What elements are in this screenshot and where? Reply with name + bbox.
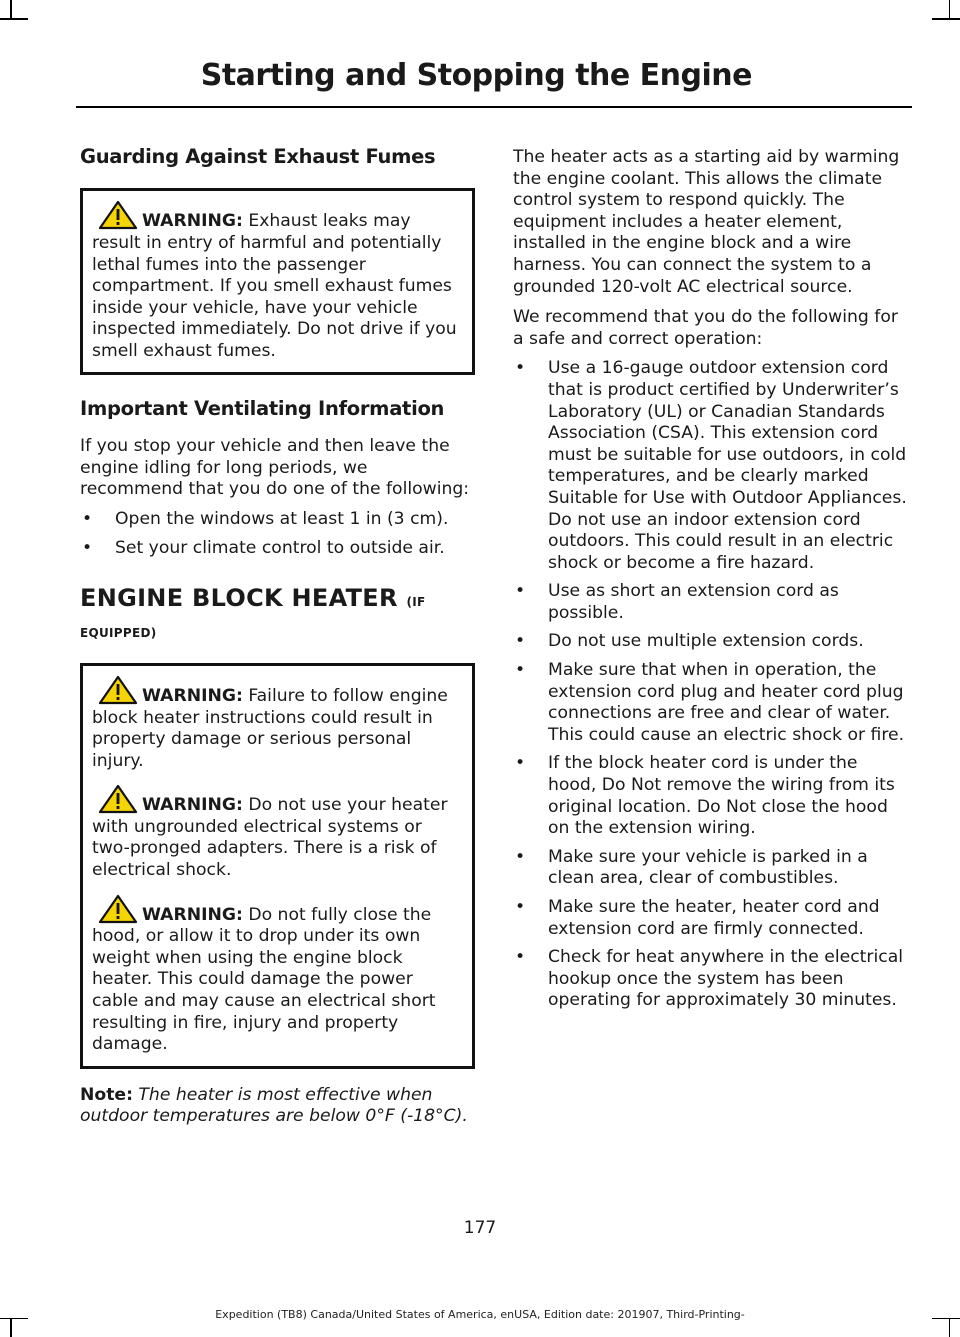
- warning-paragraph: [92, 894, 463, 1056]
- list-item: • Use a 16-gauge outdoor extension cord that is product certified by Underwriter’s Laboratory (UL) or Canadian Standards Association (CSA). This extension cord must be suitable for use outdoors, in cold temperatures, and be clearly marked Suitable for Use with Outdoor Appliances. Do not use an indoor extension cord outdoors. This could result in an electric shock or become a fire hazard.: [515, 358, 907, 573]
- recommendation-intro: We recommend that you do the following for a safe and correct operation:: [513, 307, 898, 349]
- crop-mark: [949, 1319, 951, 1337]
- left-column: [80, 145, 475, 1128]
- list-item: • If the block heater cord is under the hood, Do Not remove the wiring from its original location. Do Not close the hood on the extension wiring.: [515, 753, 895, 839]
- warning-paragraph: [92, 200, 463, 362]
- list-item: • Set your climate control to outside air.: [82, 538, 445, 559]
- main-heading-suffix-line2: EQUIPPED): [80, 625, 157, 640]
- ventilating-paragraph: If you stop your vehicle and then leave the engine idling for long periods, we recommend that you do one of the following:: [80, 435, 470, 500]
- note-text: The heater is most effective when outdoor temperatures are below 0°F (-18°C).: [80, 1084, 468, 1127]
- header-divider: [76, 106, 912, 108]
- footer-edition-info: Expedition (TB8) Canada/United States of America, enUSA, Edition date: 201907, Third-Printing-: [215, 1308, 745, 1321]
- warning-triangle-icon: [98, 784, 138, 814]
- list-item: • Do not use multiple extension cords.: [515, 631, 864, 652]
- note-paragraph: [80, 1085, 475, 1128]
- warning-text: Exhaust leaks may result in entry of harmful and potentially lethal fumes into the passenger compartment. If you smell exhaust fumes inside your vehicle, have your vehicle inspected immediately. Do not drive if you smell exhaust fumes.: [92, 211, 457, 361]
- warning-text: Failure to follow engine block heater instructions could result in property damage or serious personal injury.: [92, 685, 448, 771]
- main-heading: ENGINE BLOCK HEATER (IF: [80, 583, 426, 612]
- warning-label: WARNING:: [142, 904, 243, 925]
- list-item: • Make sure the heater, heater cord and extension cord are firmly connected.: [515, 897, 880, 939]
- right-column: [513, 147, 911, 1012]
- crop-mark: [949, 0, 951, 18]
- warning-triangle-icon: [98, 675, 138, 705]
- main-heading-suffix: (IF: [406, 594, 426, 609]
- warning-box-exhaust: [80, 188, 475, 374]
- warning-label: WARNING:: [142, 795, 243, 816]
- crop-mark: [10, 1319, 12, 1337]
- warning-paragraph: [92, 675, 463, 772]
- list-item: • Open the windows at least 1 in (3 cm).: [82, 508, 449, 529]
- crop-mark: [0, 18, 28, 20]
- ventilating-list: [80, 509, 475, 560]
- warning-text: Do not use your heater with ungrounded electrical systems or two-pronged adapters. There is a risk of electrical shock.: [92, 795, 448, 881]
- crop-mark: [932, 18, 960, 20]
- section-heading-ventilating: Important Ventilating Information: [80, 396, 445, 420]
- warning-box-heater: [80, 663, 475, 1069]
- warning-label: WARNING:: [142, 211, 243, 232]
- warning-triangle-icon: [98, 894, 138, 924]
- warning-paragraph: [92, 784, 463, 881]
- heater-description: The heater acts as a starting aid by warming the engine coolant. This allows the climate control system to respond quickly. The equipment includes a heater element, installed in the engine block and a wire harness. You can connect the system to a grounded 120-volt AC electrical source.: [513, 147, 900, 297]
- page-number: 177: [463, 1218, 497, 1238]
- note-label: Note:: [80, 1084, 133, 1105]
- page-title: Starting and Stopping the Engine: [200, 58, 752, 93]
- warning-triangle-icon: [98, 200, 138, 230]
- list-item: • Make sure that when in operation, the extension cord plug and heater cord plug connections are free and clear of water. This could cause an electric shock or fire.: [515, 660, 905, 745]
- recommendation-list: [513, 358, 911, 1012]
- list-item: • Use as short an extension cord as possible.: [515, 581, 839, 623]
- warning-label: WARNING:: [142, 685, 243, 706]
- section-heading-exhaust: Guarding Against Exhaust Fumes: [80, 145, 436, 168]
- list-item: • Check for heat anywhere in the electrical hookup once the system has been operating for approximately 30 minutes.: [515, 947, 903, 1011]
- list-item: • Make sure your vehicle is parked in a clean area, clear of combustibles.: [515, 846, 868, 889]
- crop-mark: [10, 0, 12, 18]
- warning-text: Do not fully close the hood, or allow it to drop under its own weight when using the engine block heater. This could damage the power cable and may cause an electrical short resulting in fire, injury and property damage.: [92, 904, 436, 1055]
